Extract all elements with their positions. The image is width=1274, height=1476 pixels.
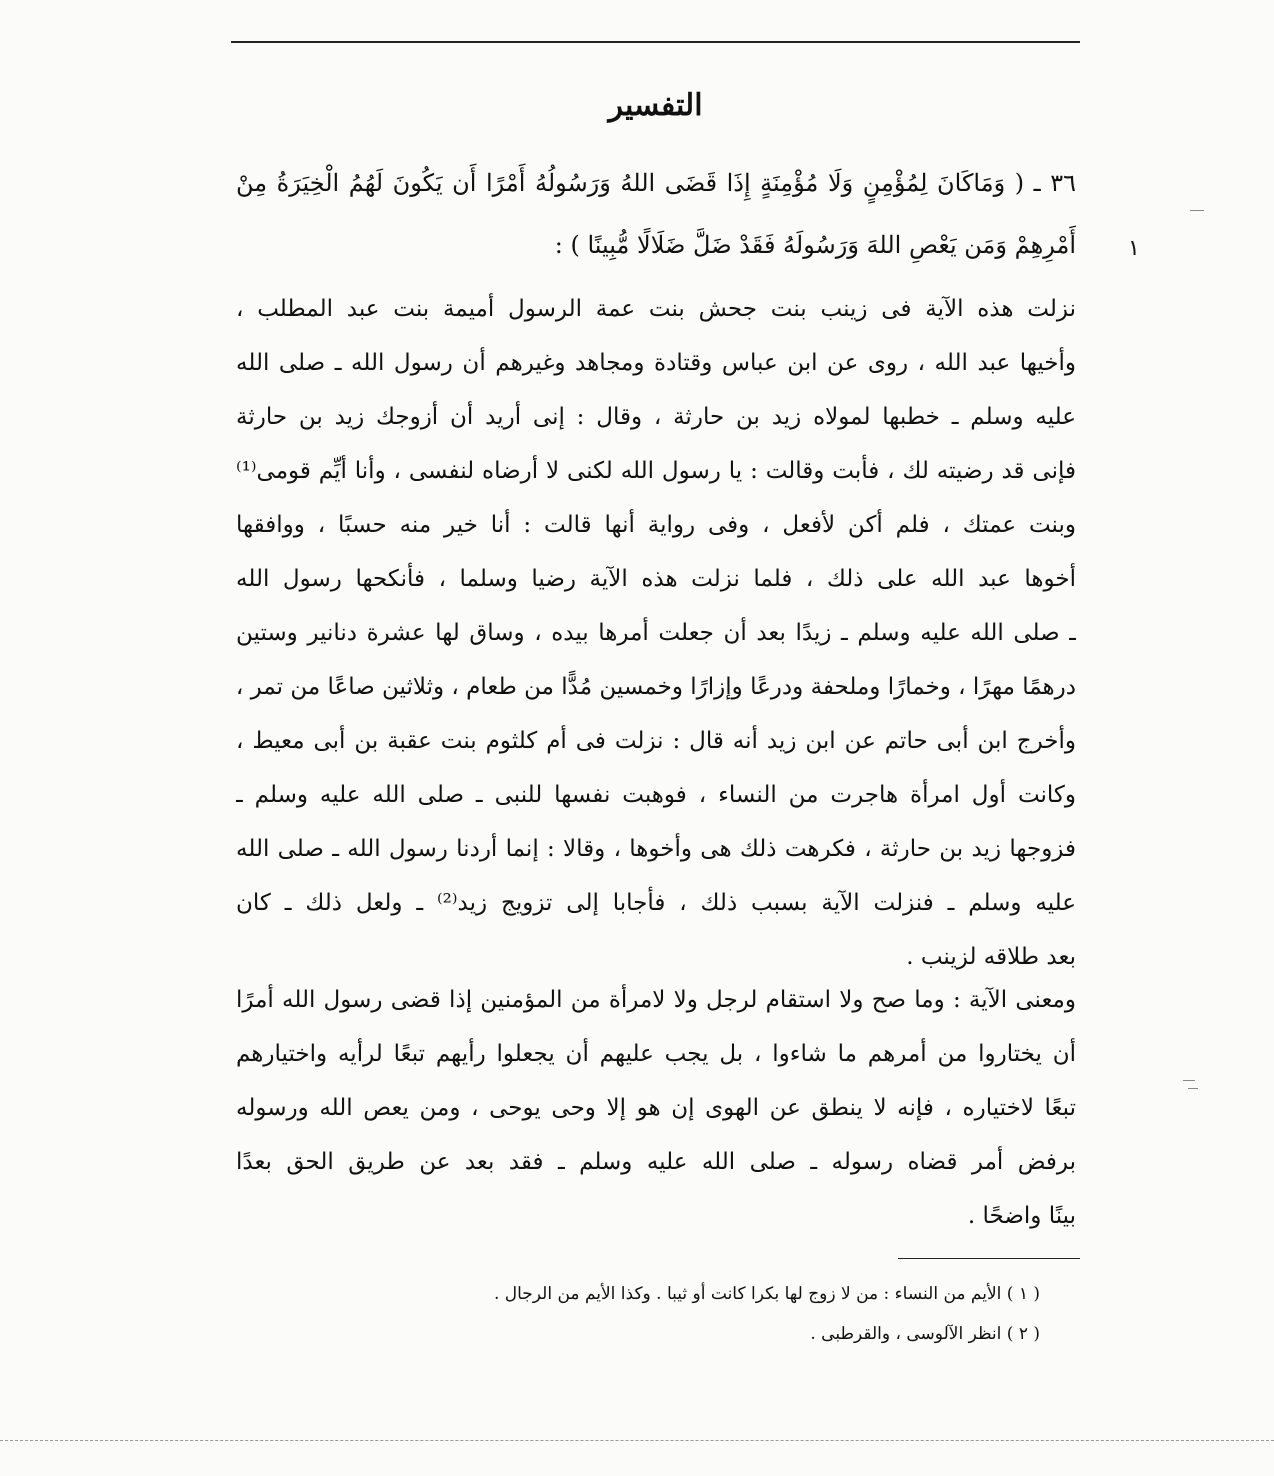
text-line: أن يختاروا من أمرهم ما شاءوا ، بل يجب عليهم أن يجعلوا رأيهم تبعًا لرأيه واختيارهم xyxy=(236,1041,1076,1067)
scan-mark xyxy=(1188,1088,1198,1089)
verse-line: أَمْرِهِمْ وَمَن يَعْصِ اللهَ وَرَسُولَهُ فَقَدْ ضَلَّ ضَلَالًا مُّبِينًا ) : xyxy=(554,231,1076,259)
scan-mark xyxy=(1190,210,1204,211)
text-line: نزلت هذه الآية فى زينب بنت جحش بنت عمة الرسول أميمة بنت عبد المطلب ، xyxy=(236,296,1076,322)
verse-block xyxy=(236,152,1076,276)
text-line: وأخيها عبد الله ، روى عن ابن عباس وقتادة ومجاهد وغيرهم أن رسول الله ـ صلى الله xyxy=(236,350,1076,376)
text-line: وكانت أول امرأة هاجرت من النساء ، فوهبت نفسها للنبى ـ صلى الله عليه وسلم ـ xyxy=(236,782,1076,808)
footnote-2: ( ٢ ) انظر الآلوسى ، والقرطبى . xyxy=(810,1324,1040,1344)
text-line: ـ صلى الله عليه وسلم ـ زيدًا بعد أن جعلت أمرها بيده ، وساق لها عشرة دنانير وستين xyxy=(236,620,1076,646)
text-line: أخوها عبد الله على ذلك ، فلما نزلت هذه الآية رضيا وسلما ، فأنكحها رسول الله xyxy=(236,566,1076,592)
footnote-rule xyxy=(898,1258,1080,1259)
text-line: وبنت عمتك ، فلم أكن لأفعل ، وفى رواية أنها قالت : أنا خير منه حسبًا ، ووافقها xyxy=(236,512,1076,538)
page-title: التفسير xyxy=(608,88,703,123)
bottom-scan-line xyxy=(0,1440,1274,1441)
margin-number: ١ xyxy=(1128,236,1140,261)
text-line: عليه وسلم ـ فنزلت الآية بسبب ذلك ، فأجابا إلى تزويج زيد⁽²⁾ ـ ولعل ذلك ـ كان xyxy=(236,890,1076,916)
text-line: تبعًا لاختياره ، فإنه لا ينطق عن الهوى إن هو إلا وحى يوحى ، ومن يعص الله ورسوله xyxy=(236,1095,1076,1121)
footnote-1: ( ١ ) الأيم من النساء : من لا زوج لها بكرا كانت أو ثيبا . وكذا الأيم من الرجال . xyxy=(493,1284,1040,1304)
text-line: درهمًا مهرًا ، وخمارًا وملحفة ودرعًا وإزارًا وخمسين مُدًّا من طعام ، وثلاثين صاعًا من تمر ، xyxy=(236,674,1076,700)
text-line: بينًا واضحًا . xyxy=(967,1203,1076,1229)
paragraph-occasion xyxy=(236,282,1076,984)
text-line: فإنى قد رضيته لك ، فأبت وقالت : يا رسول الله لكنى لا أرضاه لنفسى ، وأنا أيِّم قومى⁽¹⁾ xyxy=(236,458,1076,484)
text-line: ومعنى الآية : وما صح ولا استقام لرجل ولا لامرأة من المؤمنين إذا قضى رسول الله أمرًا xyxy=(236,987,1076,1013)
scan-mark xyxy=(1183,1080,1195,1081)
text-line: وأخرج ابن أبى حاتم عن ابن زيد أنه قال : نزلت فى أم كلثوم بنت عقبة بن أبى معيط ، xyxy=(236,728,1076,754)
top-rule xyxy=(231,41,1080,43)
paragraph-meaning xyxy=(236,973,1076,1243)
text-line: بعد طلاقه لزينب . xyxy=(906,944,1076,970)
text-line: فزوجها زيد بن حارثة ، فكرهت ذلك هى وأخوها ، وقالا : إنما أردنا رسول الله ـ صلى الله xyxy=(236,836,1076,862)
verse-line: ٣٦ ـ ( وَمَاكَانَ لِمُؤْمِنٍ وَلَا مُؤْمِنَةٍ إِذَا قَضَى اللهُ وَرَسُولُهُ أَمْرًا أَن يَكُونَ لَهُمُ الْخِيَرَةُ مِنْ xyxy=(236,169,1076,197)
text-line: عليه وسلم ـ خطبها لمولاه زيد بن حارثة ، وقال : إنى أريد أن أزوجك زيد بن حارثة xyxy=(236,404,1076,430)
text-line: برفض أمر قضاه رسوله ـ صلى الله عليه وسلم ـ فقد بعد عن طريق الحق بعدًا xyxy=(236,1149,1076,1175)
